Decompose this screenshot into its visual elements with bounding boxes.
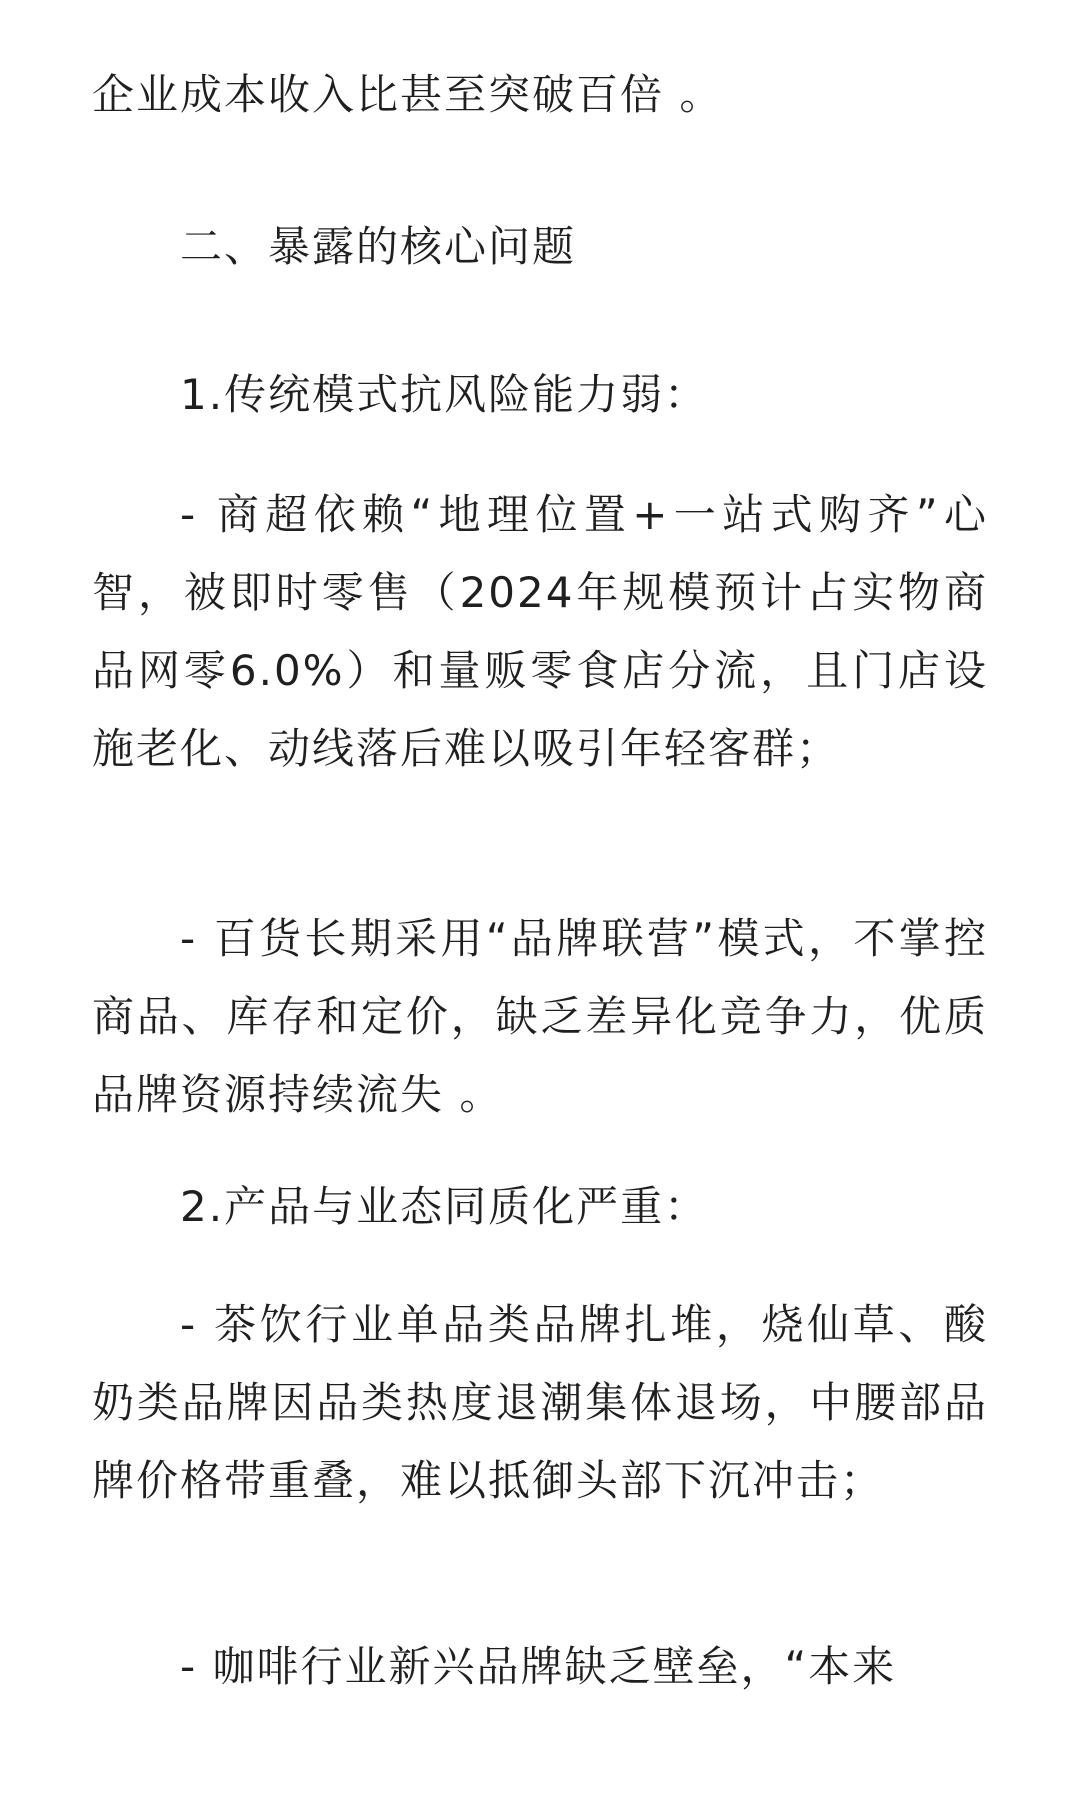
paragraph-cost-ratio: 企业成本收入比甚至突破百倍 。 [92,70,724,119]
paragraph-tea-drinks: - 茶饮行业单品类品牌扎堆，烧仙草、酸奶类品牌因品类热度退潮集体退场，中腰部品牌价格带重叠，难以抵御头部下沉冲击； [92,1300,988,1505]
section-heading: 二、暴露的核心问题 [180,222,577,271]
paragraph-supermarket: - 商超依赖“地理位置+一站式购齐”心智，被即时零售（2024年规模预计占实物商品网零6.0%）和量贩零食店分流，且门店设施老化、动线落后难以吸引年轻客群； [92,490,988,773]
paragraph-department-store: - 百货长期采用“品牌联营”模式，不掌控商品、库存和定价，缺乏差异化竞争力，优质品牌资源持续流失 。 [92,914,988,1119]
subsection-heading-1: 1.传统模式抗风险能力弱： [180,370,709,419]
paragraph-coffee: - 咖啡行业新兴品牌缺乏壁垒，“本来 [180,1642,897,1691]
subsection-heading-2: 2.产品与业态同质化严重： [180,1182,709,1231]
